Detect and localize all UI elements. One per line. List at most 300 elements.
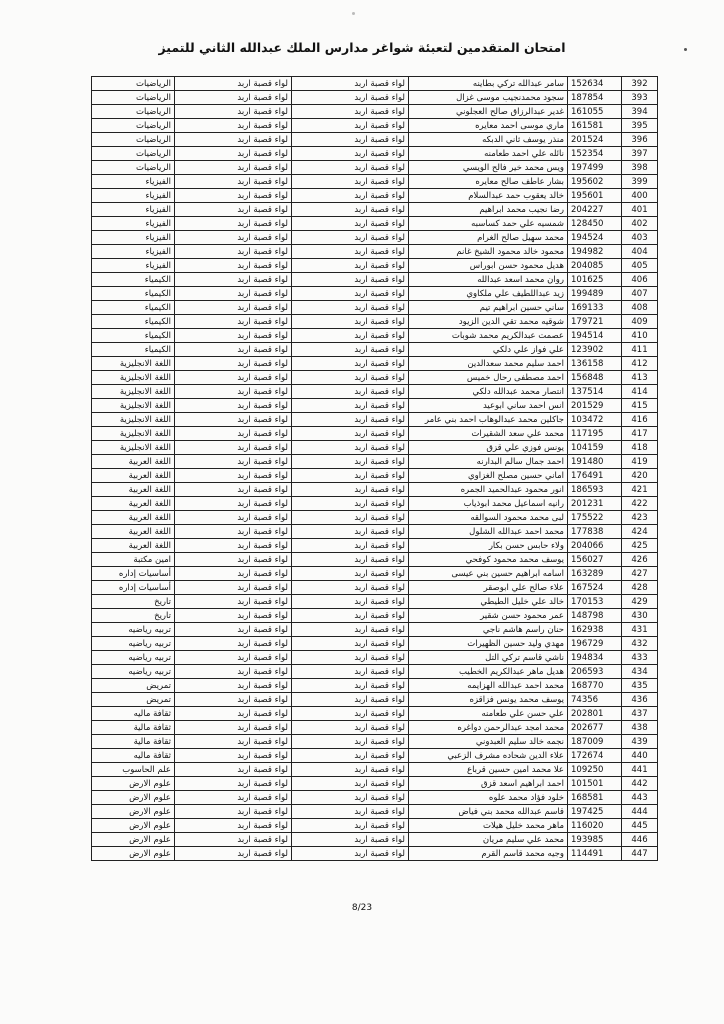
subject-cell: تربيه رياضيه [92, 665, 175, 679]
candidate-number-cell: 187854 [568, 91, 622, 105]
candidate-number-cell: 194834 [568, 651, 622, 665]
directorate-cell: لواء قصبة اربد [292, 539, 409, 553]
table-row [92, 175, 658, 189]
candidate-number-cell: 156027 [568, 553, 622, 567]
subject-cell: الفيزياء [92, 245, 175, 259]
table-row [92, 763, 658, 777]
directorate-2-cell: لواء قصبة اربد [175, 469, 292, 483]
directorate-2-cell: لواء قصبة اربد [175, 637, 292, 651]
candidate-number-cell: 179721 [568, 315, 622, 329]
candidate-number-cell: 163289 [568, 567, 622, 581]
directorate-cell: لواء قصبة اربد [292, 497, 409, 511]
table-row [92, 777, 658, 791]
directorate-2-cell: لواء قصبة اربد [175, 133, 292, 147]
directorate-2-cell: لواء قصبة اربد [175, 273, 292, 287]
table-row [92, 329, 658, 343]
row-index-cell: 447 [622, 847, 658, 861]
candidate-name-cell: ماري موسى احمد معايره [409, 119, 568, 133]
directorate-2-cell: لواء قصبة اربد [175, 749, 292, 763]
candidate-number-cell: 168581 [568, 791, 622, 805]
table-row [92, 203, 658, 217]
table-row [92, 623, 658, 637]
row-index-cell: 418 [622, 441, 658, 455]
table-row [92, 553, 658, 567]
directorate-2-cell: لواء قصبة اربد [175, 819, 292, 833]
candidate-number-cell: 195602 [568, 175, 622, 189]
subject-cell: اللغة الانجليزية [92, 371, 175, 385]
subject-cell: اللغة العربية [92, 469, 175, 483]
subject-cell: الرياضيات [92, 77, 175, 91]
directorate-2-cell: لواء قصبة اربد [175, 203, 292, 217]
table-row [92, 287, 658, 301]
subject-cell: تمريض [92, 679, 175, 693]
row-index-cell: 446 [622, 833, 658, 847]
row-index-cell: 443 [622, 791, 658, 805]
table-row [92, 483, 658, 497]
directorate-cell: لواء قصبة اربد [292, 805, 409, 819]
directorate-2-cell: لواء قصبة اربد [175, 427, 292, 441]
directorate-cell: لواء قصبة اربد [292, 315, 409, 329]
table-row [92, 385, 658, 399]
candidate-name-cell: خلود فؤاد محمد علوه [409, 791, 568, 805]
table-row [92, 679, 658, 693]
directorate-2-cell: لواء قصبة اربد [175, 847, 292, 861]
candidate-number-cell: 109250 [568, 763, 622, 777]
table-row [92, 651, 658, 665]
directorate-2-cell: لواء قصبة اربد [175, 455, 292, 469]
subject-cell: الرياضيات [92, 119, 175, 133]
directorate-cell: لواء قصبة اربد [292, 819, 409, 833]
candidate-name-cell: احمد ابراهيم اسعد قزق [409, 777, 568, 791]
directorate-2-cell: لواء قصبة اربد [175, 77, 292, 91]
directorate-2-cell: لواء قصبة اربد [175, 161, 292, 175]
directorate-cell: لواء قصبة اربد [292, 511, 409, 525]
directorate-2-cell: لواء قصبة اربد [175, 595, 292, 609]
directorate-cell: لواء قصبة اربد [292, 455, 409, 469]
candidate-name-cell: علاء الدين شحاده مشرف الزعبي [409, 749, 568, 763]
directorate-2-cell: لواء قصبة اربد [175, 665, 292, 679]
candidate-name-cell: محمد علي سعد الشقيرات [409, 427, 568, 441]
subject-cell: الفيزياء [92, 231, 175, 245]
row-index-cell: 414 [622, 385, 658, 399]
candidate-number-cell: 74356 [568, 693, 622, 707]
directorate-cell: لواء قصبة اربد [292, 427, 409, 441]
directorate-cell: لواء قصبة اربد [292, 651, 409, 665]
row-index-cell: 441 [622, 763, 658, 777]
directorate-2-cell: لواء قصبة اربد [175, 301, 292, 315]
candidate-name-cell: انور محمود عبدالحميد الجمره [409, 483, 568, 497]
directorate-cell: لواء قصبة اربد [292, 203, 409, 217]
table-row [92, 189, 658, 203]
candidate-number-cell: 175522 [568, 511, 622, 525]
directorate-2-cell: لواء قصبة اربد [175, 707, 292, 721]
candidate-name-cell: حنان راسم هاشم ناجي [409, 623, 568, 637]
directorate-2-cell: لواء قصبة اربد [175, 735, 292, 749]
table-row [92, 413, 658, 427]
row-index-cell: 429 [622, 595, 658, 609]
directorate-cell: لواء قصبة اربد [292, 231, 409, 245]
row-index-cell: 398 [622, 161, 658, 175]
subject-cell: الكيمياء [92, 329, 175, 343]
candidate-number-cell: 193985 [568, 833, 622, 847]
directorate-2-cell: لواء قصبة اربد [175, 721, 292, 735]
table-row [92, 105, 658, 119]
subject-cell: الكيمياء [92, 315, 175, 329]
table-row [92, 455, 658, 469]
subject-cell: الكيمياء [92, 343, 175, 357]
candidate-number-cell: 101501 [568, 777, 622, 791]
directorate-2-cell: لواء قصبة اربد [175, 231, 292, 245]
subject-cell: علوم الارض [92, 791, 175, 805]
row-index-cell: 410 [622, 329, 658, 343]
table-row [92, 581, 658, 595]
subject-cell: الفيزياء [92, 189, 175, 203]
candidate-name-cell: منذر يوسف ثاني الدبكه [409, 133, 568, 147]
subject-cell: الرياضيات [92, 91, 175, 105]
candidate-number-cell: 186593 [568, 483, 622, 497]
candidate-name-cell: اماني حسين مصلح الغزاوي [409, 469, 568, 483]
candidate-name-cell: علي حسن علي طعامنه [409, 707, 568, 721]
directorate-2-cell: لواء قصبة اربد [175, 553, 292, 567]
table-row [92, 315, 658, 329]
candidates-table [91, 76, 658, 861]
table-row [92, 231, 658, 245]
table-row [92, 161, 658, 175]
directorate-2-cell: لواء قصبة اربد [175, 147, 292, 161]
directorate-cell: لواء قصبة اربد [292, 189, 409, 203]
directorate-cell: لواء قصبة اربد [292, 609, 409, 623]
directorate-2-cell: لواء قصبة اربد [175, 217, 292, 231]
row-index-cell: 394 [622, 105, 658, 119]
directorate-cell: لواء قصبة اربد [292, 329, 409, 343]
directorate-2-cell: لواء قصبة اربد [175, 175, 292, 189]
table-row [92, 357, 658, 371]
candidate-name-cell: انتصار محمد عبدالله دلكي [409, 385, 568, 399]
candidate-name-cell: بشار عاطف صالح معايره [409, 175, 568, 189]
directorate-2-cell: لواء قصبة اربد [175, 91, 292, 105]
subject-cell: اللغة الانجليزية [92, 399, 175, 413]
directorate-2-cell: لواء قصبة اربد [175, 791, 292, 805]
directorate-2-cell: لواء قصبة اربد [175, 805, 292, 819]
table-row [92, 371, 658, 385]
row-index-cell: 439 [622, 735, 658, 749]
directorate-cell: لواء قصبة اربد [292, 847, 409, 861]
directorate-cell: لواء قصبة اربد [292, 385, 409, 399]
directorate-cell: لواء قصبة اربد [292, 735, 409, 749]
candidate-number-cell: 156848 [568, 371, 622, 385]
subject-cell: الرياضيات [92, 161, 175, 175]
row-index-cell: 426 [622, 553, 658, 567]
candidate-name-cell: ساني حسين ابراهيم تيم [409, 301, 568, 315]
table-row [92, 301, 658, 315]
candidate-name-cell: يونس فوزي علي قزق [409, 441, 568, 455]
directorate-cell: لواء قصبة اربد [292, 217, 409, 231]
row-index-cell: 420 [622, 469, 658, 483]
subject-cell: الكيمياء [92, 287, 175, 301]
table-row [92, 847, 658, 861]
candidate-name-cell: انس احمد ساني ابوعيد [409, 399, 568, 413]
candidate-name-cell: شمسيه علي حمد كساسبه [409, 217, 568, 231]
candidate-name-cell: ماهر محمد خليل هيلات [409, 819, 568, 833]
subject-cell: الفيزياء [92, 217, 175, 231]
table-row [92, 595, 658, 609]
directorate-cell: لواء قصبة اربد [292, 441, 409, 455]
subject-cell: ثقافة ماليه [92, 749, 175, 763]
candidate-name-cell: محمود خالد محمود الشيخ غانم [409, 245, 568, 259]
directorate-cell: لواء قصبة اربد [292, 469, 409, 483]
row-index-cell: 421 [622, 483, 658, 497]
candidate-number-cell: 136158 [568, 357, 622, 371]
candidate-name-cell: خالد علي خليل الطيطي [409, 595, 568, 609]
row-index-cell: 415 [622, 399, 658, 413]
candidate-name-cell: احمد سليم محمد سعدالدين [409, 357, 568, 371]
directorate-2-cell: لواء قصبة اربد [175, 483, 292, 497]
directorate-2-cell: لواء قصبة اربد [175, 833, 292, 847]
subject-cell: الفيزياء [92, 203, 175, 217]
candidate-number-cell: 204085 [568, 259, 622, 273]
candidate-number-cell: 201529 [568, 399, 622, 413]
directorate-2-cell: لواء قصبة اربد [175, 609, 292, 623]
subject-cell: اللغة الانجليزية [92, 385, 175, 399]
row-index-cell: 419 [622, 455, 658, 469]
candidate-name-cell: نائله علي احمد طعامنه [409, 147, 568, 161]
directorate-2-cell: لواء قصبة اربد [175, 385, 292, 399]
row-index-cell: 402 [622, 217, 658, 231]
subject-cell: تاريخ [92, 595, 175, 609]
candidate-name-cell: زيد عبداللطيف علي ملكاوي [409, 287, 568, 301]
scan-speck [352, 12, 355, 15]
row-index-cell: 423 [622, 511, 658, 525]
table-row [92, 805, 658, 819]
table-row [92, 707, 658, 721]
directorate-cell: لواء قصبة اربد [292, 693, 409, 707]
candidate-number-cell: 137514 [568, 385, 622, 399]
candidate-number-cell: 123902 [568, 343, 622, 357]
directorate-2-cell: لواء قصبة اربد [175, 413, 292, 427]
candidate-name-cell: علي فواز علي دلكي [409, 343, 568, 357]
directorate-cell: لواء قصبة اربد [292, 357, 409, 371]
candidate-number-cell: 128450 [568, 217, 622, 231]
candidate-number-cell: 101625 [568, 273, 622, 287]
directorate-cell: لواء قصبة اربد [292, 553, 409, 567]
subject-cell: اللغة العربية [92, 511, 175, 525]
subject-cell: الرياضيات [92, 105, 175, 119]
candidate-number-cell: 169133 [568, 301, 622, 315]
candidate-name-cell: قاسم عبدالله محمد بني فياض [409, 805, 568, 819]
page-number: 8/23 [351, 903, 373, 913]
row-index-cell: 422 [622, 497, 658, 511]
candidate-number-cell: 167524 [568, 581, 622, 595]
candidate-name-cell: يوسف محمد يونس فزاقزه [409, 693, 568, 707]
candidate-number-cell: 202677 [568, 721, 622, 735]
table-row [92, 441, 658, 455]
table-row [92, 721, 658, 735]
directorate-cell: لواء قصبة اربد [292, 245, 409, 259]
row-index-cell: 393 [622, 91, 658, 105]
candidate-name-cell: رضا نجيب محمد ابراهيم [409, 203, 568, 217]
candidate-number-cell: 161055 [568, 105, 622, 119]
subject-cell: تربيه رياضيه [92, 651, 175, 665]
candidate-number-cell: 104159 [568, 441, 622, 455]
candidate-name-cell: يوسف محمد محمود كوفحي [409, 553, 568, 567]
subject-cell: اللغة العربية [92, 455, 175, 469]
candidate-number-cell: 204227 [568, 203, 622, 217]
candidate-number-cell: 168770 [568, 679, 622, 693]
row-index-cell: 407 [622, 287, 658, 301]
candidate-number-cell: 187009 [568, 735, 622, 749]
candidate-name-cell: روان محمد اسعد عبدالله [409, 273, 568, 287]
row-index-cell: 404 [622, 245, 658, 259]
table-row [92, 539, 658, 553]
candidate-number-cell: 117195 [568, 427, 622, 441]
subject-cell: ثقافة ماليه [92, 707, 175, 721]
table-row [92, 819, 658, 833]
directorate-cell: لواء قصبة اربد [292, 399, 409, 413]
table-row [92, 749, 658, 763]
directorate-cell: لواء قصبة اربد [292, 749, 409, 763]
directorate-cell: لواء قصبة اربد [292, 105, 409, 119]
directorate-cell: لواء قصبة اربد [292, 77, 409, 91]
row-index-cell: 397 [622, 147, 658, 161]
directorate-cell: لواء قصبة اربد [292, 833, 409, 847]
table-row [92, 735, 658, 749]
directorate-2-cell: لواء قصبة اربد [175, 399, 292, 413]
directorate-cell: لواء قصبة اربد [292, 301, 409, 315]
candidate-name-cell: لبى محمد محمود السوالقه [409, 511, 568, 525]
subject-cell: علوم الارض [92, 805, 175, 819]
candidate-number-cell: 116020 [568, 819, 622, 833]
candidate-number-cell: 202801 [568, 707, 622, 721]
candidate-number-cell: 161581 [568, 119, 622, 133]
table-row [92, 427, 658, 441]
table-row [92, 497, 658, 511]
table-row [92, 469, 658, 483]
candidate-number-cell: 197499 [568, 161, 622, 175]
table-row [92, 609, 658, 623]
candidate-number-cell: 199489 [568, 287, 622, 301]
candidates-table-body [92, 77, 658, 861]
directorate-2-cell: لواء قصبة اربد [175, 259, 292, 273]
row-index-cell: 412 [622, 357, 658, 371]
subject-cell: اللغة العربية [92, 483, 175, 497]
subject-cell: تربيه رياضيه [92, 623, 175, 637]
candidate-name-cell: احمد مصطفى رحال خميس [409, 371, 568, 385]
candidate-number-cell: 191480 [568, 455, 622, 469]
subject-cell: الفيزياء [92, 259, 175, 273]
directorate-2-cell: لواء قصبة اربد [175, 497, 292, 511]
candidate-number-cell: 162938 [568, 623, 622, 637]
row-index-cell: 438 [622, 721, 658, 735]
candidate-number-cell: 103472 [568, 413, 622, 427]
subject-cell: اللغة الانجليزية [92, 357, 175, 371]
document-title: امتحان المتقدمين لتعبئة شواغر مدارس الملك عبدالله الثاني للتميز [158, 40, 566, 55]
row-index-cell: 442 [622, 777, 658, 791]
table-row [92, 133, 658, 147]
subject-cell: علوم الارض [92, 847, 175, 861]
candidate-name-cell: محمد علي سليم مريان [409, 833, 568, 847]
candidate-name-cell: خالد يعقوب حمد عبدالسلام [409, 189, 568, 203]
row-index-cell: 403 [622, 231, 658, 245]
directorate-cell: لواء قصبة اربد [292, 763, 409, 777]
subject-cell: علوم الارض [92, 819, 175, 833]
directorate-2-cell: لواء قصبة اربد [175, 567, 292, 581]
table-row [92, 833, 658, 847]
subject-cell: الكيمياء [92, 301, 175, 315]
directorate-2-cell: لواء قصبة اربد [175, 693, 292, 707]
subject-cell: الرياضيات [92, 133, 175, 147]
table-row [92, 511, 658, 525]
subject-cell: ثقافة مالية [92, 721, 175, 735]
directorate-cell: لواء قصبة اربد [292, 791, 409, 805]
row-index-cell: 395 [622, 119, 658, 133]
candidate-number-cell: 194524 [568, 231, 622, 245]
subject-cell: علم الحاسوب [92, 763, 175, 777]
candidate-name-cell: سجود محمدنجيب موسى غزال [409, 91, 568, 105]
candidate-number-cell: 176491 [568, 469, 622, 483]
directorate-cell: لواء قصبة اربد [292, 133, 409, 147]
candidate-number-cell: 201231 [568, 497, 622, 511]
directorate-2-cell: لواء قصبة اربد [175, 511, 292, 525]
row-index-cell: 417 [622, 427, 658, 441]
row-index-cell: 401 [622, 203, 658, 217]
row-index-cell: 409 [622, 315, 658, 329]
candidate-name-cell: محمد احمد عبدالله الشلول [409, 525, 568, 539]
directorate-2-cell: لواء قصبة اربد [175, 581, 292, 595]
subject-cell: أساسيات إداره [92, 567, 175, 581]
candidate-name-cell: غدير عبدالرزاق صالح العجلوني [409, 105, 568, 119]
table-row [92, 147, 658, 161]
directorate-2-cell: لواء قصبة اربد [175, 105, 292, 119]
table-row [92, 77, 658, 91]
subject-cell: اللغة الانجليزية [92, 413, 175, 427]
directorate-cell: لواء قصبة اربد [292, 623, 409, 637]
directorate-2-cell: لواء قصبة اربد [175, 525, 292, 539]
directorate-2-cell: لواء قصبة اربد [175, 623, 292, 637]
row-index-cell: 406 [622, 273, 658, 287]
directorate-cell: لواء قصبة اربد [292, 567, 409, 581]
directorate-2-cell: لواء قصبة اربد [175, 539, 292, 553]
candidate-number-cell: 194982 [568, 245, 622, 259]
subject-cell: الفيزياء [92, 175, 175, 189]
candidate-number-cell: 172674 [568, 749, 622, 763]
directorate-2-cell: لواء قصبة اربد [175, 763, 292, 777]
subject-cell: امين مكتبة [92, 553, 175, 567]
table-row [92, 567, 658, 581]
directorate-cell: لواء قصبة اربد [292, 91, 409, 105]
candidate-number-cell: 204066 [568, 539, 622, 553]
directorate-2-cell: لواء قصبة اربد [175, 287, 292, 301]
row-index-cell: 436 [622, 693, 658, 707]
row-index-cell: 400 [622, 189, 658, 203]
candidate-name-cell: عمر محمود حسن شقير [409, 609, 568, 623]
directorate-2-cell: لواء قصبة اربد [175, 371, 292, 385]
candidate-name-cell: اسامه ابراهيم حسين بني عيسى [409, 567, 568, 581]
directorate-cell: لواء قصبة اربد [292, 287, 409, 301]
subject-cell: اللغة العربية [92, 497, 175, 511]
directorate-cell: لواء قصبة اربد [292, 777, 409, 791]
directorate-2-cell: لواء قصبة اربد [175, 343, 292, 357]
directorate-cell: لواء قصبة اربد [292, 175, 409, 189]
candidate-number-cell: 177838 [568, 525, 622, 539]
row-index-cell: 432 [622, 637, 658, 651]
directorate-2-cell: لواء قصبة اربد [175, 777, 292, 791]
row-index-cell: 437 [622, 707, 658, 721]
table-row [92, 245, 658, 259]
directorate-cell: لواء قصبة اربد [292, 581, 409, 595]
directorate-cell: لواء قصبة اربد [292, 595, 409, 609]
row-index-cell: 440 [622, 749, 658, 763]
table-row [92, 399, 658, 413]
